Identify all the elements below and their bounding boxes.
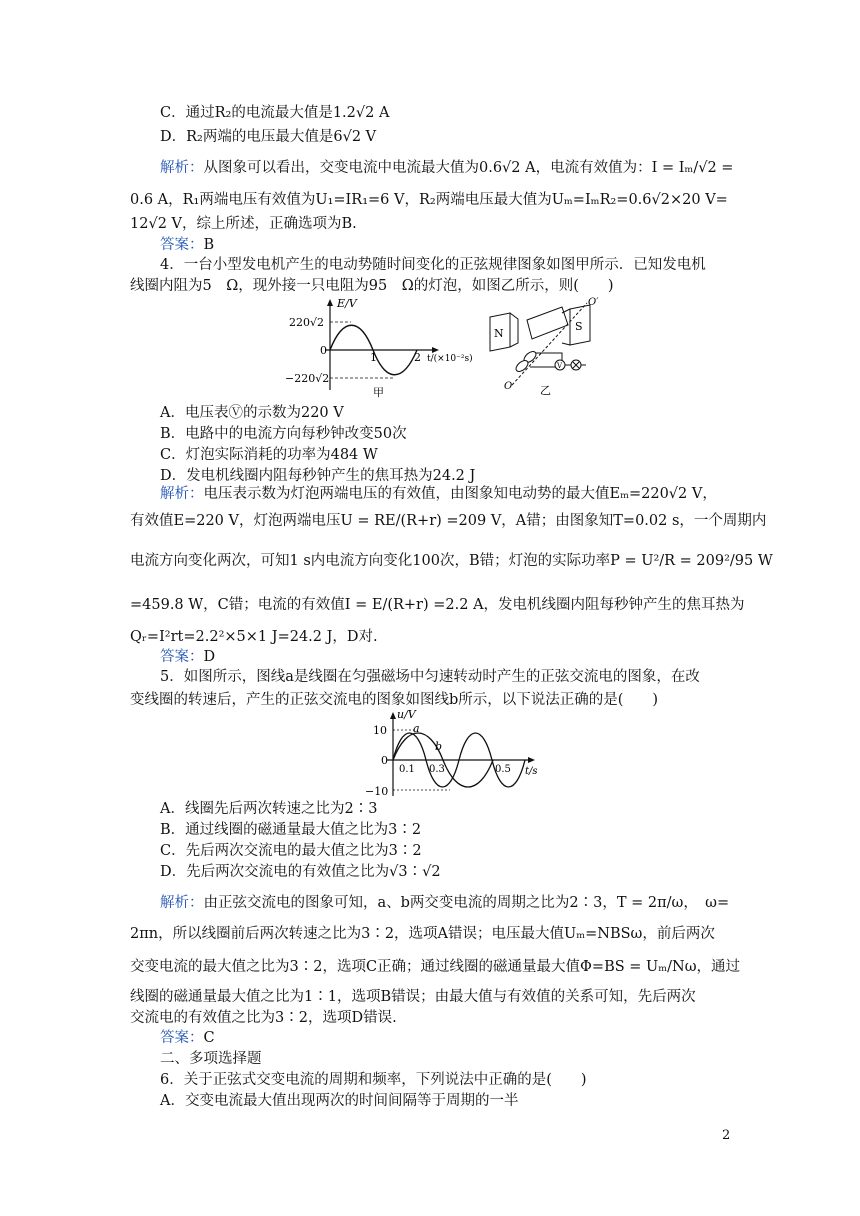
q5-option-a: A．线圈先后两次转速之比为2∶3 <box>160 801 378 817</box>
q3-analysis-line2: 0.6 A，R₁两端电压有效值为U₁=IR₁=6 V，R₂两端电压最大值为Uₘ=IₘR₂=0.6√2×20 V= <box>130 192 728 208</box>
curve-b-label: b <box>435 740 443 753</box>
zero-label: 0 <box>320 344 327 357</box>
q4-option-b: B．电路中的电流方向每秒钟改变50次 <box>160 426 407 442</box>
tick-0-3: 0.3 <box>429 764 445 775</box>
q3-analysis-line3: 12√2 V，综上所述，正确选项为B. <box>130 216 357 232</box>
answer-label: 答案： <box>160 237 204 253</box>
q4-analysis-line1: 解析：电压表示数为灯泡两端电压的有效值，由图象知电动势的最大值Eₘ=220√2 V， <box>160 486 717 502</box>
q6-stem: 6．关于正弦式交变电流的周期和频率，下列说法中正确的是( ) <box>160 1072 587 1088</box>
tick-2: 2 <box>414 351 421 364</box>
ymin-label: −10 <box>365 785 389 798</box>
xlabel: t/(×10⁻²s) <box>427 354 473 364</box>
q5-analysis-line5: 交流电的有效值之比为3∶2，选项D错误. <box>130 1010 397 1026</box>
q3-option-d: D．R₂两端的电压最大值是6√2 V <box>160 129 377 145</box>
q4-stem-line2: 线圈内阻为5 Ω，现外接一只电阻为95 Ω的灯泡，如图乙所示，则( ) <box>130 278 614 294</box>
label-o-prime: O′ <box>588 297 599 308</box>
caption-jia: 甲 <box>373 386 384 399</box>
caption-yi: 乙 <box>540 384 551 397</box>
svg-text:V: V <box>557 362 563 370</box>
analysis-label: 解析： <box>160 160 204 176</box>
q4-option-a: A．电压表Ⓥ的示数为220 V <box>160 405 344 421</box>
page-number: 2 <box>722 1128 731 1143</box>
q5-answer: 答案：C <box>160 1030 215 1046</box>
q4-stem-line1: 4．一台小型发电机产生的电动势随时间变化的正弦规律图象如图甲所示．已知发电机 <box>160 257 706 273</box>
q5-analysis-line1: 解析：由正弦交流电的图象可知，a、b两交变电流的周期之比为2∶3，T = 2π/ω， ω= <box>160 895 730 911</box>
q5-stem-line2: 变线圈的转速后，产生的正弦交流电的图象如图线b所示，以下说法正确的是( ) <box>130 692 659 708</box>
ymax-label: 220√2 <box>289 316 325 329</box>
xlabel: t/s <box>525 766 538 777</box>
tick-0-1: 0.1 <box>399 764 415 775</box>
q3-answer: 答案：B <box>160 237 215 253</box>
q5-stem-line1: 5．如图所示，图线a是线圈在匀强磁场中匀速转动时产生的正弦交流电的图象，在改 <box>160 669 700 685</box>
q4-option-d: D．发电机线圈内阻每秒钟产生的焦耳热为24.2 J <box>160 468 476 484</box>
q5-figure-graph <box>365 706 545 801</box>
q5-analysis-line4: 线圈的磁通量最大值之比为1∶1，选项B错误；由最大值与有效值的关系可知，先后两次 <box>130 989 696 1005</box>
curve-a-label: a <box>413 722 420 735</box>
q5-option-b: B．通过线圈的磁通量最大值之比为3∶2 <box>160 822 422 838</box>
q4-option-c: C．灯泡实际消耗的功率为484 W <box>160 447 378 463</box>
q5-option-c: C．先后两次交流电的最大值之比为3∶2 <box>160 843 422 859</box>
label-s: S <box>575 320 583 333</box>
q3-option-c: C．通过R₂的电流最大值是1.2√2 A <box>160 105 390 121</box>
ymax-label: 10 <box>373 724 387 737</box>
q4-analysis-line5: Qᵣ=I²rt=2.2²×5×1 J=24.2 J，D对. <box>130 629 378 645</box>
q3-analysis-line1: 解析：从图象可以看出，交变电流中电流最大值为0.6√2 A，电流有效值为：I = Iₘ/√2 = <box>160 160 734 176</box>
q4-analysis-line2: 有效值E=220 V，灯泡两端电压U = RE/(R+r) =209 V，A错；由图象知T=0.02 s，一个周期内 <box>130 513 767 529</box>
q5-option-d: D．先后两次交流电的有效值之比为√3∶√2 <box>160 864 441 880</box>
q4-figure-emf-graph <box>285 295 485 400</box>
q4-analysis-line4: =459.8 W，C错；电流的有效值I = E/(R+r) =2.2 A，发电机线圈内阻每秒钟产生的焦耳热为 <box>130 597 745 613</box>
q5-analysis-line2: 2πn，所以线圈前后两次转速之比为3∶2，选项A错误；电压最大值Uₘ=NBSω，前后两次 <box>130 926 715 942</box>
q4-figure-generator <box>482 295 612 400</box>
label-o: O <box>504 381 513 392</box>
zero-label: 0 <box>381 754 388 767</box>
section-title: 二、多项选择题 <box>160 1051 262 1067</box>
tick-0-5: 0.5 <box>495 764 511 775</box>
q4-answer: 答案：D <box>160 649 216 665</box>
ylabel: u/V <box>397 708 416 721</box>
label-n: N <box>494 327 504 340</box>
q6-option-a: A．交变电流最大值出现两次的时间间隔等于周期的一半 <box>160 1093 519 1109</box>
q5-analysis-line3: 交变电流的最大值之比为3∶2，选项C正确；通过线圈的磁通量最大值Φ=BS = Uₘ/Nω，通过 <box>130 959 741 975</box>
ymin-label: −220√2 <box>285 372 330 385</box>
q4-analysis-line3: 电流方向变化两次，可知1 s内电流方向变化100次，B错；灯泡的实际功率P = U²/R = 209²/95 W <box>130 553 773 569</box>
tick-1: 1 <box>370 351 377 364</box>
ylabel: E/V <box>337 297 357 310</box>
